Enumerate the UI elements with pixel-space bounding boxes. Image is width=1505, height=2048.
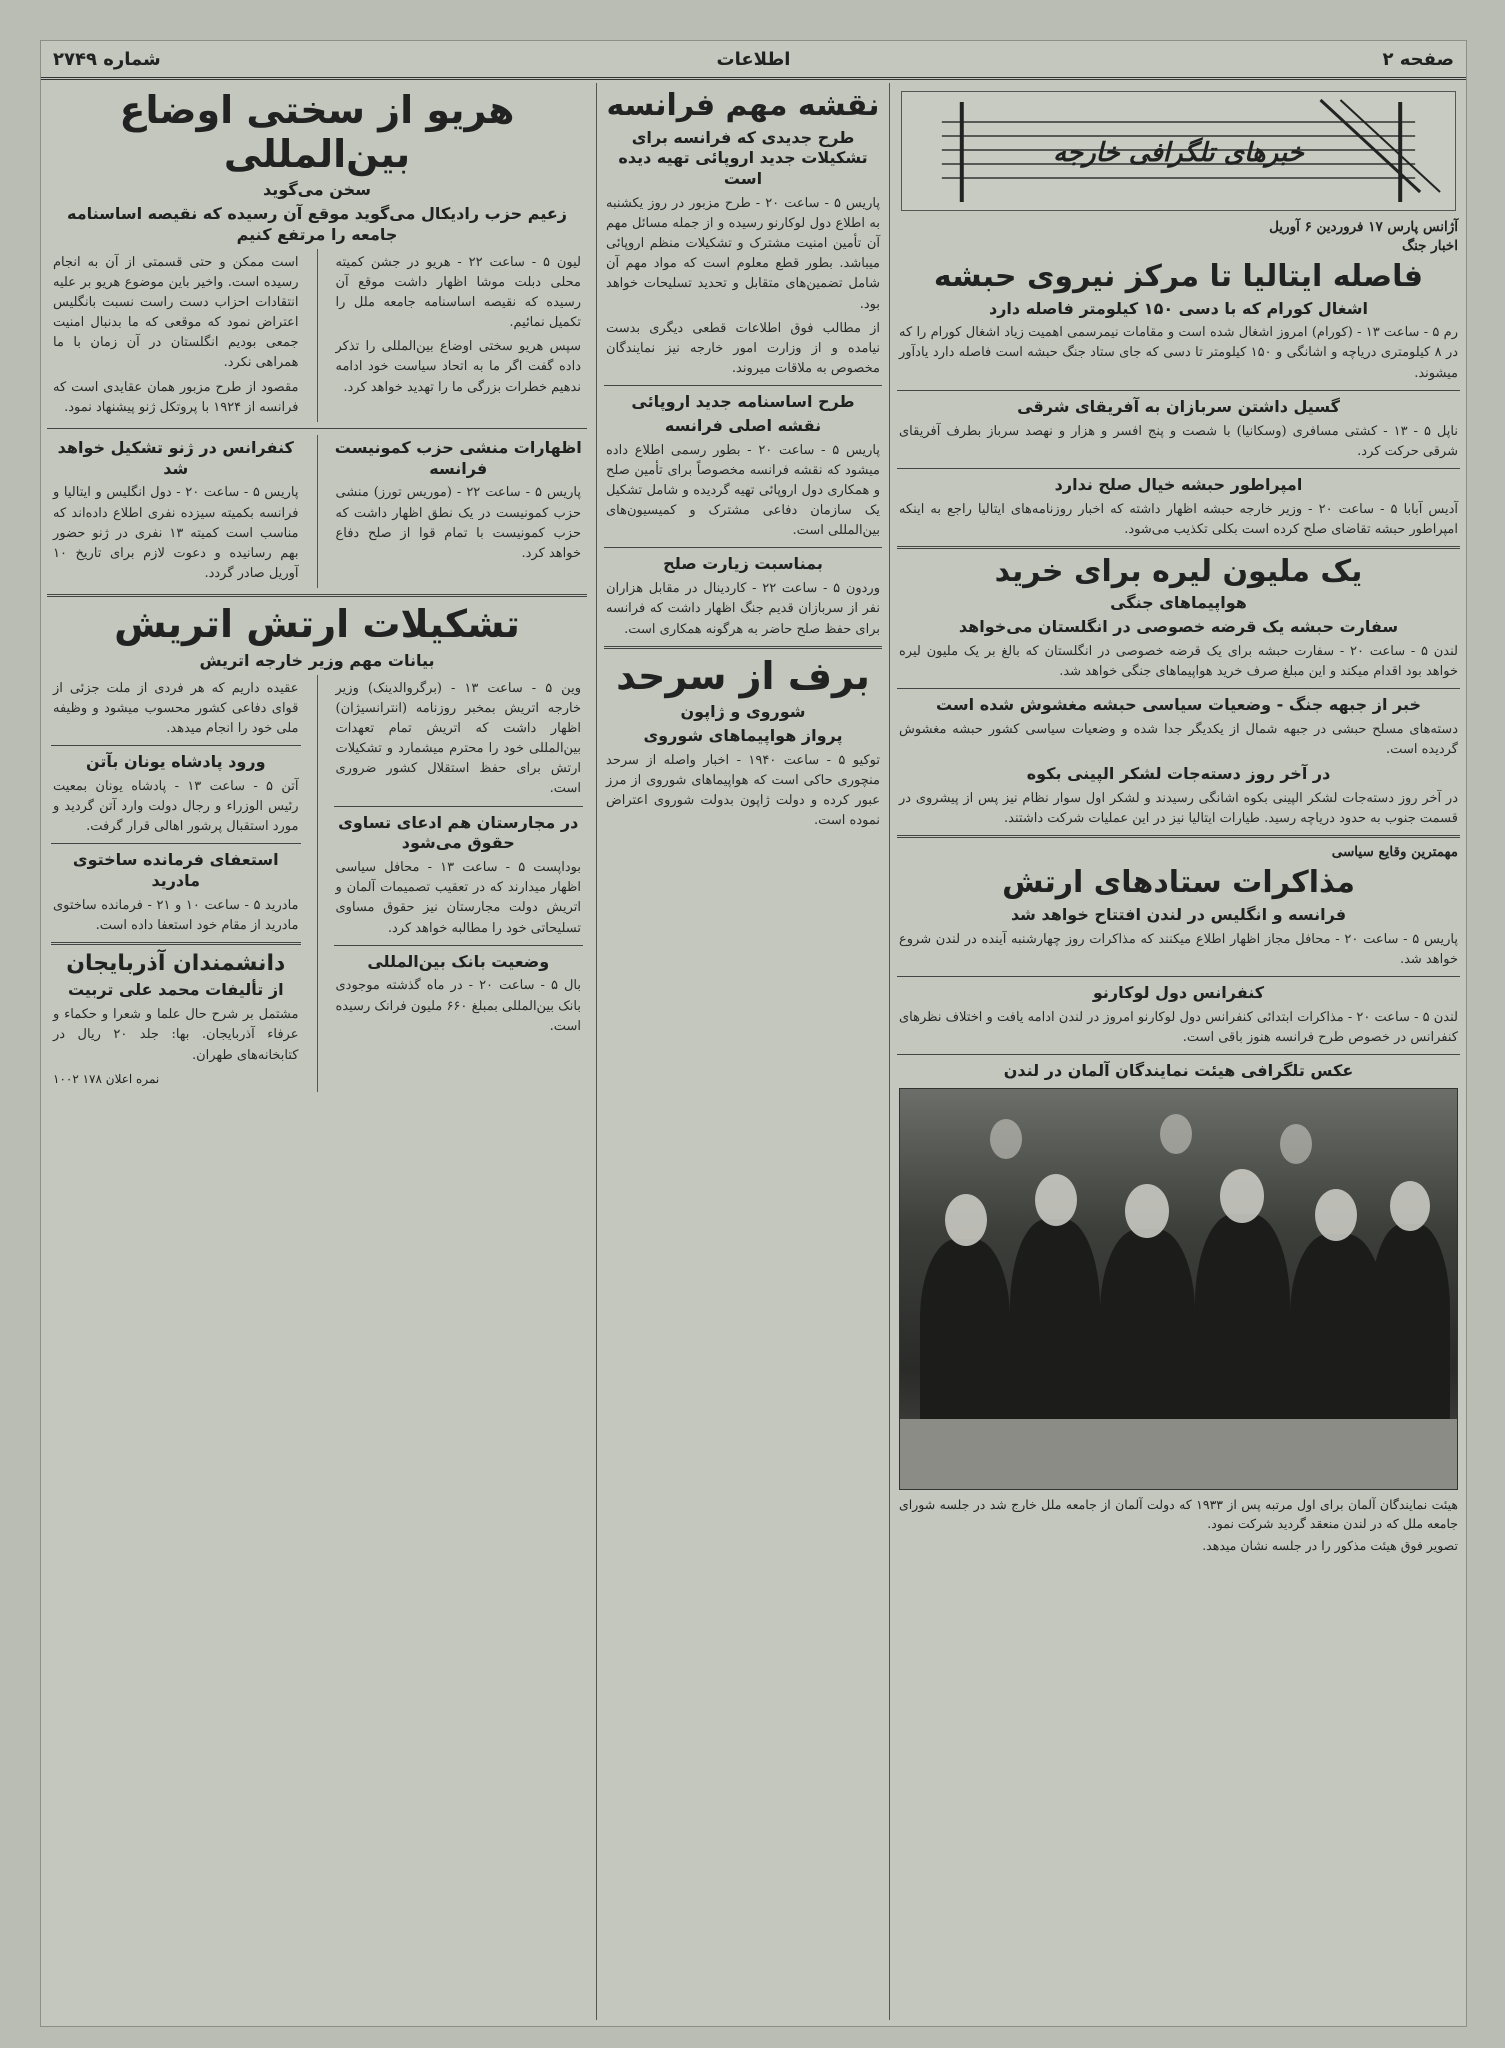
- subheadline: در آخر روز دسته‌جات لشکر الپینی بکوه: [1026, 764, 1331, 784]
- divider: [897, 390, 1460, 391]
- divider: [51, 745, 301, 746]
- ad-body: مشتمل بر شرح حال علما و شعرا و حکماء و عرفاء آذربایجان. بها: جلد ۲۰ ریال در کتابخانه‌های طهران.: [53, 1007, 299, 1063]
- headline: هریو از سختی اوضاع بین‌المللی: [119, 88, 515, 176]
- article-body: رم ۵ - ساعت ۱۳ - (کورام) امروز اشغال شده است و مقامات نیمرسمی اهمیت زیاد اشغال کورام را که در ۸ کیلومتری دریاچه و اشانگی و ۱۵۰ کیلومتر تا دسی که جای ستاد جنگ حبشه است فاصله دارد یادآور میشوند.: [899, 325, 1459, 381]
- inner-rule: [317, 249, 318, 422]
- article-body: از مطالب فوق اطلاعات قطعی دیگری بدست نیامده و از وزارت امور خارجه نیز نمایندگان مخصوص به ملاقات میروند.: [606, 320, 880, 377]
- issue-label: شماره ۲۷۴۹: [53, 49, 161, 70]
- divider: [51, 942, 301, 945]
- article-body: دسته‌های مسلح حبشی در جبهه شمال از یکدیگر جدا شده و وضعیات سیاسی کشور حبشه مغشوش گردیده است.: [899, 722, 1458, 758]
- article-body: است ممکن و حتی قسمتی از آن به انجام رسیده است. واخیر باین موضوع هریو بر علیه انتقادات احزاب دست راست نسبت بانگلیس اعتراض نمود که موقعی که ما بدنبال امنیت جمعی بودیم انگلستان در آن زمان با ما همراهی نکرد.: [53, 254, 299, 371]
- subheadline: نقشه اصلی فرانسه: [664, 415, 822, 435]
- ad-title: دانشمندان آذربایجان: [66, 951, 286, 977]
- subheadline: اظهارات منشی حزب کمونیست فرانسه: [334, 437, 582, 478]
- article-body: بوداپست ۵ - ساعت ۱۳ - محافل سیاسی اظهار میدارند که در تعقیب تصمیمات آلمان و اتریش دولت مجارستان نیز حقوق مساوی تسلیحاتی خود را مطالبه خواهد کرد.: [335, 860, 581, 936]
- divider: [897, 1054, 1460, 1055]
- two-column-block: [45, 249, 589, 422]
- divider: [897, 688, 1460, 689]
- subheadline: هواپیماهای جنگی: [1110, 593, 1247, 613]
- article-body: لیون ۵ - ساعت ۲۲ - هریو در جشن کمیته محلی دبلت موشا اظهار داشت موقع آن رسیده که نقیصه اساسنامه جامعه ملل را تکمیل نمائیم.: [335, 254, 581, 331]
- article-body: ناپل ۵ - ۱۳ - کشتی مسافری (وسکانیا) با شصت و پنج افسر و هزار و نهصد سرباز بطرف آفریقای شرقی حرکت کرد.: [899, 423, 1458, 459]
- ad-subtitle: از تألیفات محمد علی تربیت: [67, 980, 284, 1000]
- divider: [604, 547, 882, 548]
- subheadline: طرح جدیدی که فرانسه برای تشکیلات جدید اروپائی تهیه دیده است: [618, 127, 868, 189]
- divider: [604, 646, 882, 649]
- war-news-label: اخبار جنگ: [1401, 238, 1458, 254]
- divider: [334, 945, 584, 946]
- divider: [897, 546, 1460, 549]
- column-left: [41, 83, 593, 2020]
- divider: [47, 594, 587, 597]
- subheadline: سفارت حبشه یک قرضه خصوصی در انگلستان می‌خواهد: [958, 617, 1399, 637]
- delegation-photo: [899, 1088, 1458, 1490]
- subheadline: ورود پادشاه یونان بآتن: [85, 752, 266, 772]
- article-body: عقیده داریم که هر فردی از ملت جزئی از قوای دفاعی کشور محسوب میشود و وظیفه ملی خود را انجام میدهد.: [53, 680, 299, 736]
- subheadline: وضعیت بانک بین‌المللی: [367, 951, 550, 971]
- subheadline: بیانات مهم وزیر خارجه اتریش: [199, 650, 435, 670]
- article-body: مقصود از طرح مزبور همان عقایدی است که فرانسه از ۱۹۲۴ با پروتکل ژنو پیشنهاد نمود.: [53, 379, 299, 415]
- article-body: لندن ۵ - ساعت ۲۰ - مذاکرات ابتدائی کنفرانس دول لوکارنو امروز در لندن ادامه یافت و اختلاف نظرهای کنفرانس در خصوص طرح فرانسه هنوز باقی است.: [899, 1009, 1458, 1045]
- divider: [47, 428, 587, 429]
- subheadline: اشغال کورام که با دسی ۱۵۰ کیلومتر فاصله دارد: [989, 298, 1368, 318]
- agency-line: آژانس پارس ۱۷ فروردین ۶ آوریل: [1269, 219, 1458, 235]
- divider: [51, 843, 301, 844]
- section-label: مهمترین وقایع سیاسی: [1331, 844, 1458, 861]
- divider: [897, 976, 1460, 977]
- article-body: سپس هریو سختی اوضاع بین‌المللی را تذکر داده گفت اگر ما به اتحاد سیاست خود ادامه ندهیم خطرات بزرگی ما را تهدید خواهد کرد.: [335, 339, 581, 395]
- headline: مذاکرات ستادهای ارتش: [1002, 865, 1355, 901]
- article-body: آدیس آبابا ۵ - ساعت ۲۰ - وزیر خارجه حبشه اظهار داشته که اخبار روزنامه‌های ایتالیا راجع به اینکه امپراطور حبشه تقاضای صلح کرده است بکلی تکذیب می‌شود.: [899, 501, 1458, 537]
- article-body: وردون ۵ - ساعت ۲۲ - کاردینال در مقابل هزاران نفر از سربازان قدیم جنگ اظهار داشت که فرانسه برای حفظ صلح حاضر به هرگونه همکاری است.: [606, 581, 880, 637]
- article-body: آتن ۵ - ساعت ۱۳ - پادشاه یونان بمعیت رئیس الوزراء و رجال دولت وارد آتن گردید و مورد استقبال پرشور اهالی قرار گرفت.: [53, 778, 299, 835]
- article-body: توکیو ۵ - ساعت ۱۹۴۰ - اخبار واصله از سرحد منچوری حاکی است که هواپیماهای شوروی از مرز عبور کرده و دولت ژاپون بدولت شوروی اعتراض نموده است.: [606, 752, 881, 829]
- inner-rule: [317, 675, 318, 1092]
- subheadline: گسیل داشتن سربازان به آفریقای شرقی: [1017, 396, 1340, 416]
- subheadline: طرح اساسنامه جدید اروپائی: [631, 392, 855, 412]
- subheadline: پرواز هواپیماهای شوروی: [643, 726, 843, 746]
- article-body: پاریس ۵ - ساعت ۲۰ - طرح مزبور در روز یکشنبه به اطلاع دول لوکارنو رسیده و از جمله مسائل مهم آن تأمین امنیت مشترک و تشکیلات منظم اروپائی میباشد. بطور قطع معلوم است که مواد مهم آن شامل تضمین‌های متقابل و تحدید تسلیحات خواهد بود.: [606, 195, 880, 312]
- article-body: پاریس ۵ - ساعت ۲۰ - دول انگلیس و ایتالیا و فرانسه بکمیته سیزده نفری اطلاع داده‌اند که مناسب است کمیته ۱۳ نفری در ژنو حضور بهم رسانیده و دعوت لازم برای تاریخ ۱۰ آوریل صادر گردد.: [53, 485, 299, 582]
- subheadline: کنفرانس دول لوکارنو: [1092, 982, 1265, 1002]
- paper-name: اطلاعات: [716, 49, 791, 70]
- column-rule: [596, 83, 597, 2020]
- subheadline: زعیم حزب رادیکال می‌گوید موقع آن رسیده که نقیصه اساسنامه جامعه را مرتفع کنیم: [67, 204, 567, 244]
- two-column-block: [45, 435, 589, 588]
- two-column-block: [45, 675, 589, 1092]
- subheadline: بمناسبت زیارت صلح: [663, 554, 823, 574]
- headline: تشکیلات ارتش اتریش: [114, 602, 520, 647]
- headline: یک ملیون لیره برای خرید: [994, 553, 1363, 589]
- article-body: پاریس ۵ - ساعت ۲۰ - بطور رسمی اطلاع داده میشود که نقشه فرانسه مخصوصاً برای تأمین صلح و همکاری دول اروپائی تهیه گردیده و شامل تشکیل یک سازمان دفاعی مشترک و کمیسیون‌های بین‌المللی است.: [606, 442, 880, 539]
- article-body: مادرید ۵ - ساعت ۱۰ و ۲۱ - فرمانده ساختوی مادرید از مقام خود استعفا داده است.: [53, 897, 299, 934]
- photo-caption: هیئت نمایندگان آلمان برای اول مرتبه پس از ۱۹۳۳ که دولت آلمان از جامعه ملل خارج شد در جلسه شورای جامعه ملل که در لندن منعقد گردید شرکت نمود.: [899, 1496, 1458, 1531]
- newspaper-page: [40, 40, 1467, 2027]
- article-body: پاریس ۵ - ساعت ۲۲ - (موریس تورز) منشی حزب کمونیست در یک نطق اظهار داشت که حزب کمونیست با تمام قوا از صلح دفاع خواهد کرد.: [335, 485, 581, 561]
- headline: نقشه مهم فرانسه: [606, 88, 880, 123]
- subheadline: کنفرانس در ژنو تشکیل خواهد شد: [57, 437, 294, 478]
- article-body: در آخر روز دسته‌جات لشکر الپینی بکوه اشانگی رسیدند و لشکر اول سوار نظام نیز پس از پیشروی در قسمت جنوب به حدود دریاچه رسید. طیارات ایتالیا نیز در این عملیات شرکت داشتند.: [899, 791, 1458, 827]
- subheadline: امپراطور حبشه خیال صلح ندارد: [1054, 474, 1303, 494]
- photo-caption-2: تصویر فوق هیئت مذکور را در جلسه نشان میدهد.: [1202, 1538, 1458, 1554]
- page-header: [41, 41, 1466, 80]
- banner-title: خبرهای تلگرافی خارجه: [1053, 138, 1304, 168]
- column-right: [891, 83, 1466, 2020]
- article-body: پاریس ۵ - ساعت ۲۰ - محافل مجاز اظهار اطلاع میکنند که مذاکرات روز چهارشنبه آینده در لندن شروع خواهد شد.: [899, 931, 1459, 967]
- headline: فاصله ایتالیا تا مرکز نیروی حبشه: [933, 259, 1424, 294]
- subheadline: در مجارستان هم ادعای تساوی حقوق می‌شود: [338, 812, 579, 853]
- subheadline: سخن می‌گوید: [263, 180, 371, 200]
- inner-rule: [317, 435, 318, 588]
- column-rule: [889, 83, 890, 2020]
- ad-number: نمره اعلان ۱۷۸ ۱۰۰۲: [53, 1071, 160, 1086]
- divider: [334, 806, 584, 807]
- photo-title: عکس تلگرافی هیئت نمایندگان آلمان در لندن: [1003, 1061, 1354, 1081]
- headline: برف از سرحد: [616, 653, 870, 698]
- subheadline: شوروی و ژاپون: [680, 702, 806, 722]
- divider: [897, 835, 1460, 838]
- article-body: وین ۵ - ساعت ۱۳ - (برگروالدینک) وزیر خارجه اتریش بمخبر روزنامه (انترانسیژان) اظهار داشت که اتریش تمام تعهدات بین‌المللی خود را محترم میشمارد و تشکیلات ارتش برای حفظ استقلال کشور ضروری است.: [335, 680, 581, 797]
- subheadline: استعفای فرمانده ساختوی مادرید: [72, 850, 279, 891]
- column-middle: [598, 83, 888, 2020]
- telegraph-banner: [901, 91, 1456, 211]
- subheadline: خبر از جبهه جنگ - وضعیات سیاسی حبشه مغشوش شده است: [935, 695, 1422, 715]
- subheadline: فرانسه و انگلیس در لندن افتتاح خواهد شد: [1010, 904, 1347, 924]
- article-body: لندن ۵ - ساعت ۲۰ - سفارت حبشه برای یک قرضه خصوصی در انگلستان که بالغ بر یک ملیون لیره خواهد بود اقدام میکند و این مبلغ صرف خرید هواپیماهای جنگی خواهد شد.: [899, 643, 1459, 680]
- divider: [897, 468, 1460, 469]
- article-body: بال ۵ - ساعت ۲۰ - در ماه گذشته موجودی بانک بین‌المللی بمبلغ ۶۶۰ ملیون فرانک رسیده است.: [335, 978, 581, 1034]
- divider: [604, 385, 882, 386]
- page-label: صفحه ۲: [1382, 49, 1454, 70]
